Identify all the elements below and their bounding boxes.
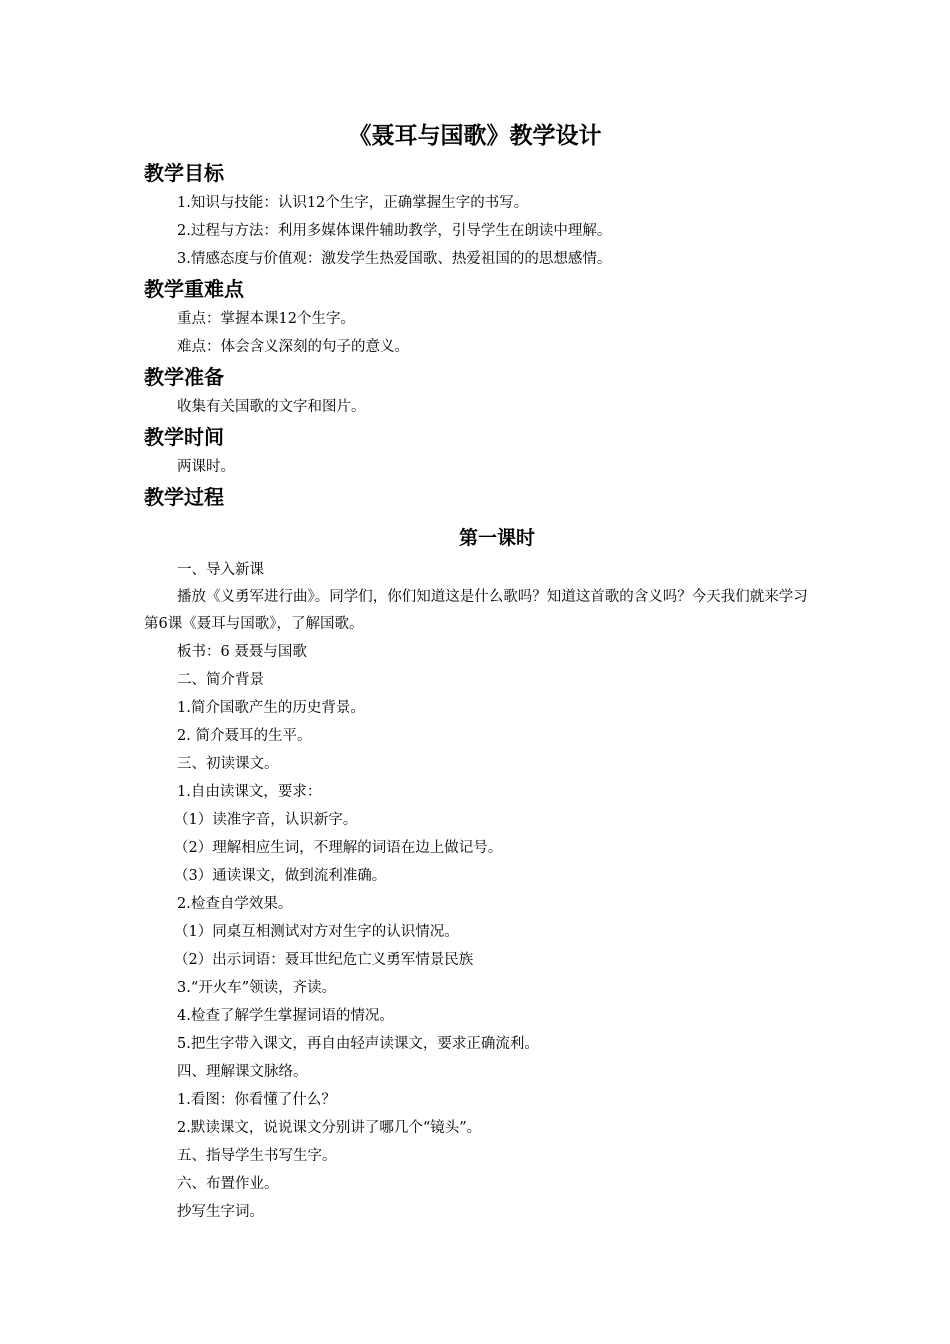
time-item: 两课时。: [177, 459, 235, 475]
process-subline: （2）出示词语：聂耳世纪危亡义勇军情景民族: [174, 952, 474, 968]
process-paragraph: 播放《义勇军进行曲》。同学们，你们知道这是什么歌吗？知道这首歌的含义吗？今天我们就来学习第6课《聂耳与国歌》，了解国歌。: [144, 589, 808, 632]
process-line: 2.默读课文，说说课文分别讲了哪几个“镜头”。: [177, 1120, 482, 1136]
heading-preparation: 教学准备: [144, 365, 224, 389]
goal-item: 2.过程与方法：利用多媒体课件辅助教学，引导学生在朗读中理解。: [177, 223, 612, 239]
process-line: 抄写生字词。: [177, 1204, 264, 1220]
goal-item: 3.情感态度与价值观：激发学生热爱国歌、热爱祖国的的思想感情。: [177, 251, 612, 267]
process-line: 1.自由读课文，要求：: [177, 784, 322, 800]
process-line: 五、指导学生书写生字。: [177, 1148, 337, 1164]
heading-teaching-time: 教学时间: [144, 425, 224, 449]
heading-teaching-process: 教学过程: [144, 485, 224, 509]
process-line: 2.检查自学效果。: [177, 896, 293, 912]
process-line: 4.检查了解学生掌握词语的情况。: [177, 1008, 394, 1024]
process-line: 5.把生字带入课文，再自由轻声读课文，要求正确流利。: [177, 1036, 539, 1052]
process-line: 一、导入新课: [177, 562, 264, 578]
process-line: 六、布置作业。: [177, 1176, 279, 1192]
document-body: [144, 157, 810, 1226]
key-point-item: 重点：掌握本课12个生字。: [177, 311, 355, 327]
preparation-item: 收集有关国歌的文字和图片。: [177, 399, 366, 415]
process-line: 1.简介国歌产生的历史背景。: [177, 700, 365, 716]
process-line: 三、初读课文。: [177, 756, 279, 772]
process-subline: （1）同桌互相测试对方对生字的认识情况。: [174, 924, 459, 940]
key-point-item: 难点：体会含义深刻的句子的意义。: [177, 339, 409, 355]
process-line: 板书：6 聂聂与国歌: [177, 644, 307, 660]
goal-item: 1.知识与技能：认识12个生字，正确掌握生字的书写。: [177, 195, 529, 211]
process-line: 3.“开火车”领读，齐读。: [177, 980, 337, 996]
heading-key-points: 教学重难点: [144, 277, 244, 301]
heading-teaching-goals: 教学目标: [144, 161, 224, 185]
lesson-title: 第一课时: [458, 527, 535, 549]
process-line: 2. 简介聂耳的生平。: [177, 728, 312, 744]
process-subline: （1）读准字音，认识新字。: [174, 812, 358, 828]
process-line: 四、理解课文脉络。: [177, 1064, 308, 1080]
process-line: 二、简介背景: [177, 672, 264, 688]
process-subline: （3）通读课文，做到流利准确。: [174, 868, 387, 884]
document-title: 《聂耳与国歌》教学设计: [348, 123, 602, 149]
process-line: 1.看图：你看懂了什么？: [177, 1092, 336, 1108]
process-subline: （2）理解相应生词，不理解的词语在边上做记号。: [174, 840, 503, 856]
